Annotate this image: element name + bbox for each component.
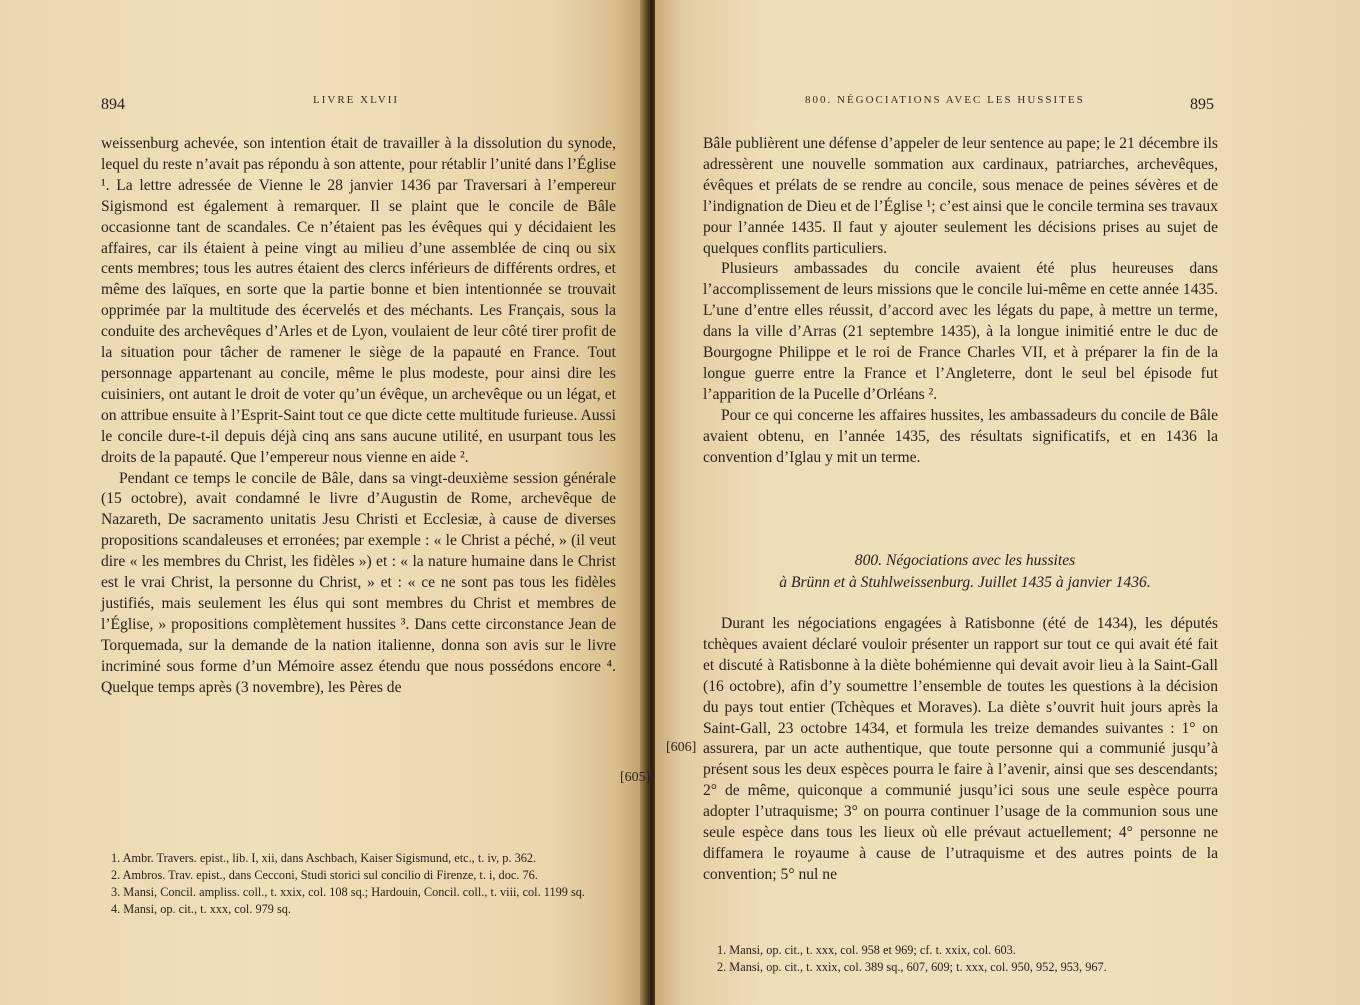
left-page-number: 894 xyxy=(101,96,125,113)
margin-marker-606: [606] xyxy=(666,740,697,755)
right-footnote-1: 1. Mansi, op. cit., t. xxx, col. 958 et 969; cf. t. xxix, col. 603. xyxy=(717,943,1016,957)
left-paragraph-2: Pendant ce temps le concile de Bâle, dans sa vingt-deuxième session générale (15 octobre), avait condamné le livre d’Augustin de Rome, archevêque de Nazareth, De sacramento unitatis Jesu Christi et Ecclesiæ, à cause de diverses propositions scandaleuses et erronées; par exemple : « le Christ a péché, » (il veut dire « les membres du Christ, les fidèles ») et : « la nature humaine dans le Christ est le vrai Christ, la personne du Christ, » et : « ce ne sont pas tous les fidèles justifiés, mais seulement les élus qui sont membres du Christ et membres de l’Église, » propositions complètement hussites ³. Dans cette circonstance Jean de Torquemada, sur la demande de la nation italienne, donna son avis sur le livre incriminé sous forme d’un Mémoire assez étendu que nous possédons encore ⁴. Quelque temps après (3 novembre), les Pères de xyxy=(101,469,616,696)
right-body-top xyxy=(703,134,1218,469)
left-footnote-1: 1. Ambr. Travers. epist., lib. I, xii, dans Aschbach, Kaiser Sigismund, etc., t. iv, p. 362. xyxy=(111,851,537,865)
left-body xyxy=(101,134,616,698)
left-footnote-4: 4. Mansi, op. cit., t. xxx, col. 979 sq. xyxy=(111,902,292,916)
right-footnote-2: 2. Mansi, op. cit., t. xxix, col. 389 sq., 607, 609; t. xxx, col. 950, 952, 953, 967. xyxy=(717,960,1107,974)
right-paragraph-4: Durant les négociations engagées à Ratisbonne (été de 1434), les députés tchèques avaient déclaré vouloir présenter un rapport sur tout ce qui avait été fait et discuté à Ratisbonne à la diète bohémienne qui devait avoir lieu à la Saint-Gall (16 octobre), afin d’y soumettre l’ensemble de toutes les questions à la décision du pays tout entier (Tchèques et Moraves). La diète s’ouvrit huit jours après la Saint-Gall, 23 octobre 1434, et formula les treize demandes suivantes : 1° on assurera, par un acte authentique, que toute personne qui a communié jusqu’à présent sous les deux espèces pourra le faire à l’avenir, ainsi que ses descendants; 2° de même, quiconque a communié jusqu’ici sous une seule espèce pourra adopter l’utraquisme; 3° on pourra continuer l’usage de la communion sous une seule espèce dans tous les lieux où elle prévaut actuellement; 4° personne ne diffamera le royaume à cause de l’utraquisme et des autres points de la convention; 5° nul ne xyxy=(703,615,1218,883)
right-page-number: 895 xyxy=(1190,96,1214,113)
left-page xyxy=(0,0,651,1005)
right-body-bottom xyxy=(703,614,1218,886)
section-title-line-1: 800. Négociations avec les hussites xyxy=(854,552,1076,569)
left-footnote-2: 2. Ambros. Trav. epist., dans Cecconi, Studi storici sul concilio di Firenze, t. i, doc. 76. xyxy=(111,868,538,882)
left-footnote-3: 3. Mansi, Concil. ampliss. coll., t. xxix, col. 108 sq.; Hardouin, Concil. coll., t. viii, col. 1199 sq. xyxy=(111,885,585,899)
right-paragraph-1: Bâle publièrent une défense d’appeler de leur sentence au pape; le 21 décembre ils adressèrent une nouvelle sommation aux cardinaux, patriarches, archevêques, évêques et prélats de se rendre au concile, sous menace de peines sévères et de l’indignation de Dieu et de l’Église ¹; c’est ainsi que le concile termina ses travaux pour l’année 1435. Il faut y ajouter seulement les décisions prises au sujet de quelques conflits particuliers. xyxy=(703,135,1218,257)
section-title-line-2: à Brünn et à Stuhlweissenburg. Juillet 1435 à janvier 1436. xyxy=(779,574,1151,591)
right-paragraph-3: Pour ce qui concerne les affaires hussites, les ambassadeurs du concile de Bâle avaient obtenu, en l’année 1435, des résultats significatifs, et en 1436 la convention d’Iglau y mit un terme. xyxy=(703,406,1218,466)
left-paragraph-1: weissenburg achevée, son intention était de travailler à la dissolution du synode, lequel du reste n’avait pas répondu à son attente, pour rétablir l’unité dans l’Église ¹. La lettre adressée de Vienne le 28 janvier 1436 par Traversari à l’empereur Sigismond est également à remarquer. Il se plaint que le concile de Bâle occasionne tant de scandales. Ce n’étaient pas les évêques qui y décidaient les affaires, car ils étaient à peine vingt au milieu d’une assemblée de cinq ou six cents membres; tous les autres étaient des clercs inférieurs de différents ordres, et même des laïques, en sorte que la partie bonne et bien intentionnée se trouvait opprimée par la multitude des écervelés et des méchants. Les Français, sous la conduite des archevêques d’Arles et de Lyon, voulaient de leur côté tirer profit de la situation pour tâcher de ramener le siège de la papauté en France. Tout personnage appartenant au concile, même le plus modeste, pour ainsi dire les cuisiniers, ont autant le droit de voter qu’un évêque, un archevêque ou un légat, et on attribue ensuite à l’Esprit-Saint tout ce que dicte cette multitude furieuse. Aussi le concile dure-t-il depuis déjà cinq ans sans aucune utilité, en usurpant tous les droits de la papauté. Que l’empereur nous vienne en aide ². xyxy=(101,135,616,466)
right-running-head: 800. NÉGOCIATIONS AVEC LES HUSSITES xyxy=(805,94,1085,106)
right-page xyxy=(655,0,1360,1005)
section-title xyxy=(705,550,1225,594)
left-running-head: LIVRE XLVII xyxy=(313,94,400,106)
left-footnotes xyxy=(97,850,613,918)
right-paragraph-2: Plusieurs ambassades du concile avaient été plus heureuses dans l’accomplissement de leurs missions que le concile lui-même en cette année 1435. L’une d’entre elles réussit, d’accord avec les légats du pape, à mettre un terme, dans la ville d’Arras (21 septembre 1435), à la longue inimitié entre le duc de Bourgogne Philippe et le roi de France Charles VII, et à préparer la fin de la longue guerre entre la France et l’Angleterre, dont le seul bel épisode fut l’apparition de la Pucelle d’Orléans ². xyxy=(703,260,1218,403)
margin-marker-605: [605] xyxy=(620,770,651,785)
right-footnotes xyxy=(703,942,1223,976)
